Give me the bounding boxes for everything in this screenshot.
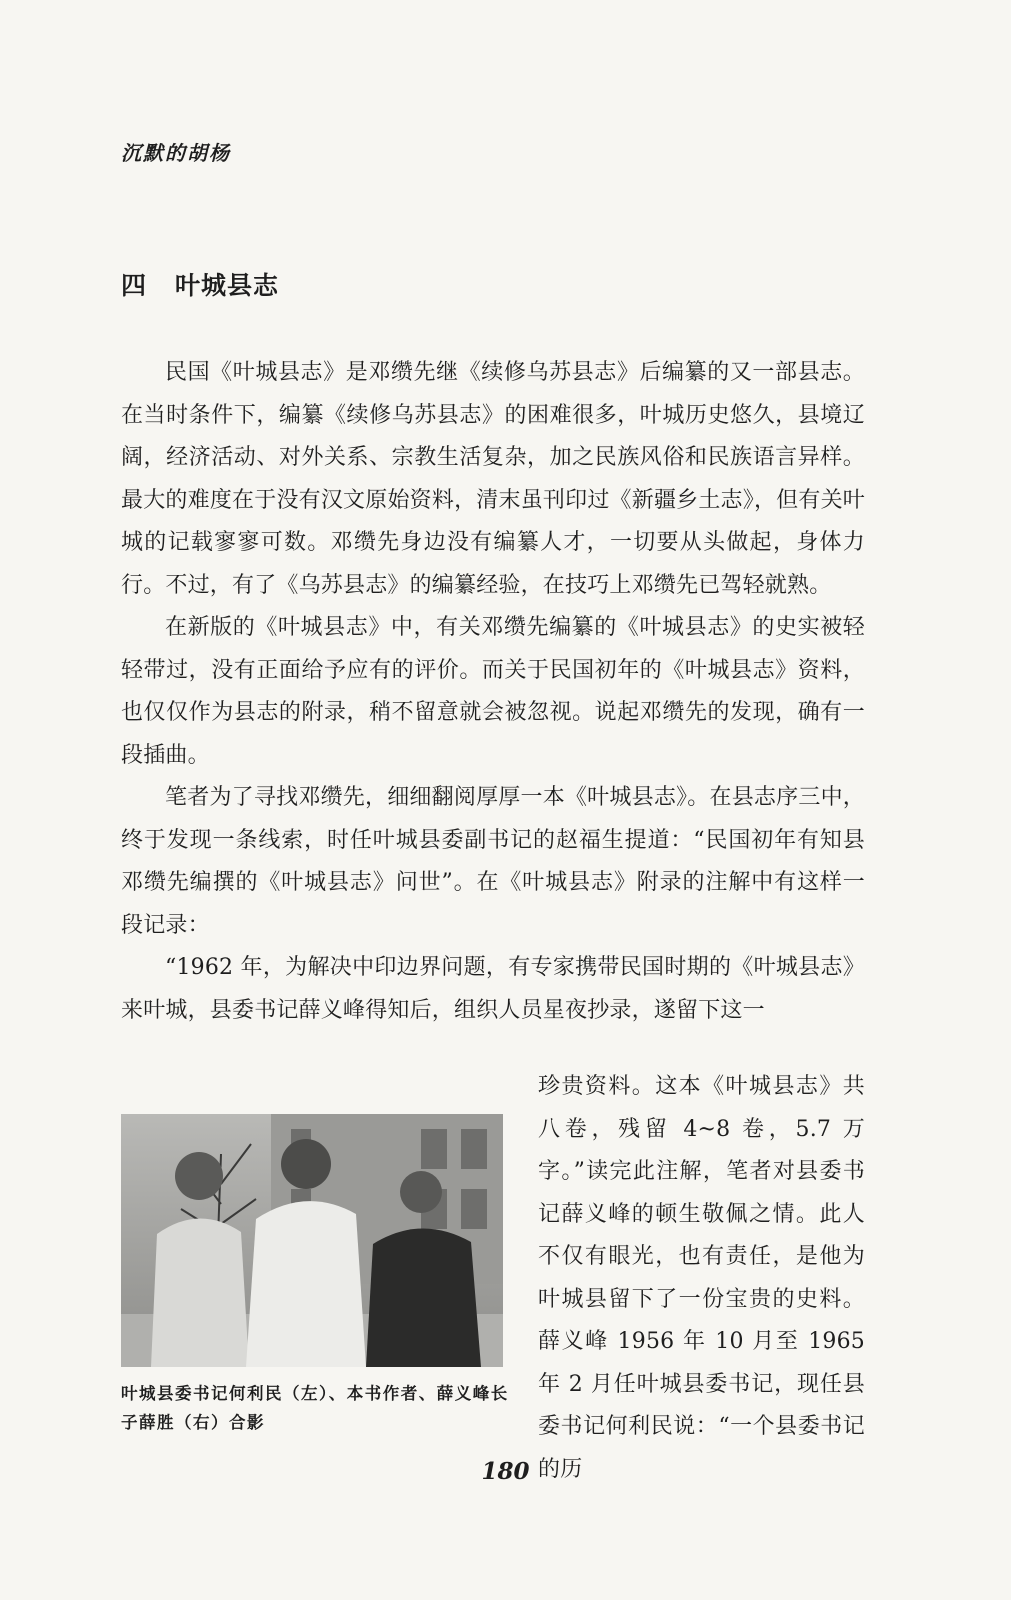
group-photo <box>121 1114 503 1367</box>
paragraph: 民国《叶城县志》是邓缵先继《续修乌苏县志》后编纂的又一部县志。在当时条件下，编纂《续修乌苏县志》的困难很多，叶城历史悠久，县境辽阔，经济活动、对外关系、宗教生活复杂，加之民族风俗和民族语言异样。最大的难度在于没有汉文原始资料，清末虽刊印过《新疆乡土志》，但有关叶城的记载寥寥可数。邓缵先身边没有编纂人才，一切要从头做起，身体力行。不过，有了《乌苏县志》的编纂经验，在技巧上邓缵先已驾轻就熟。 <box>121 360 865 598</box>
photo-caption: 叶城县委书记何利民（左）、本书作者、薛义峰长子薛胜（右）合影 <box>121 1384 509 1432</box>
section-title-text: 叶城县志 <box>175 271 280 300</box>
running-head: 沉默的胡杨 <box>121 141 231 165</box>
paragraph: 珍贵资料。这本《叶城县志》共八卷，残留 4~8 卷，5.7 万字。”读完此注解，笔者对县委书记薛义峰的顿生敬佩之情。此人不仅有眼光，也有责任，是他为叶城县留下了一份宝贵的史料。薛义峰 1956 年 10 月至 1965 年 2 月任叶城县委书记，现任县委书记何利民说：“一个县委书记的历 <box>538 1074 865 1482</box>
page-number: 180 <box>481 1458 530 1485</box>
section-title <box>121 266 279 302</box>
paragraph: 在新版的《叶城县志》中，有关邓缵先编纂的《叶城县志》的史实被轻轻带过，没有正面给予应有的评价。而关于民国初年的《叶城县志》资料，也仅仅作为县志的附录，稍不留意就会被忽视。说起邓缵先的发现，确有一段插曲。 <box>121 615 865 768</box>
paragraph: 笔者为了寻找邓缵先，细细翻阅厚厚一本《叶城县志》。在县志序三中，终于发现一条线索，时任叶城县委副书记的赵福生提道：“民国初年有知县邓缵先编撰的《叶城县志》问世”。在《叶城县志》附录的注解中有这样一段记录： <box>121 785 865 938</box>
body-text <box>121 352 865 1032</box>
paragraph: “1962 年，为解决中印边界问题，有专家携带民国时期的《叶城县志》来叶城，县委书记薛义峰得知后，组织人员星夜抄录，遂留下这一 <box>121 955 865 1023</box>
section-number: 四 <box>121 271 148 300</box>
wrap-text <box>538 1066 865 1491</box>
